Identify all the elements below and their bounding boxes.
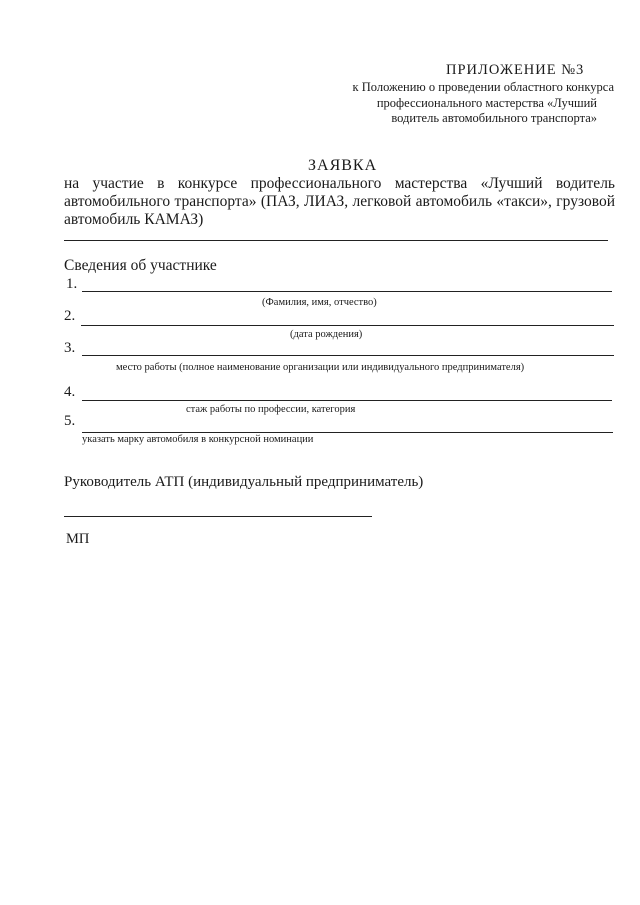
field-caption-1: (Фамилия, имя, отчество) <box>262 297 377 308</box>
field-number-5: 5. <box>64 413 76 429</box>
intro-line-2: автомобильного транспорта» (ПАЗ, ЛИАЗ, легковой автомобиль «такси», грузовой <box>64 193 615 210</box>
field-line-2[interactable] <box>81 325 614 326</box>
intro-line-1: на участие в конкурсе профессионального мастерства «Лучший водитель <box>64 175 615 192</box>
field-number-4: 4. <box>64 384 76 400</box>
signature-label: Руководитель АТП (индивидуальный предприниматель) <box>64 474 424 490</box>
field-caption-3: место работы (полное наименование организации или индивидуального предпринимателя) <box>116 362 525 373</box>
field-caption-2: (дата рождения) <box>290 329 363 340</box>
field-line-1[interactable] <box>82 291 612 292</box>
field-number-1: 1. <box>66 276 78 292</box>
participant-heading: Сведения об участнике <box>64 257 217 274</box>
signature-line[interactable] <box>64 516 372 517</box>
appendix-title: ПРИЛОЖЕНИЕ №3 <box>446 62 585 78</box>
intro-line-3: автомобиль КАМАЗ) <box>64 211 204 228</box>
field-line-5[interactable] <box>82 432 613 433</box>
field-number-3: 3. <box>64 340 76 356</box>
form-title: ЗАЯВКА <box>308 157 378 174</box>
appendix-line-1: к Положению о проведении областного конкурса <box>352 80 614 94</box>
appendix-line-3: водитель автомобильного транспорта» <box>391 111 597 125</box>
field-line-4[interactable] <box>82 400 612 401</box>
stamp-label: МП <box>66 531 90 547</box>
field-line-3[interactable] <box>82 355 614 356</box>
field-caption-4: стаж работы по профессии, категория <box>186 404 356 415</box>
intro-underline <box>64 240 608 241</box>
field-number-2: 2. <box>64 308 76 324</box>
appendix-line-2: профессионального мастерства «Лучший <box>376 96 597 110</box>
field-caption-5: указать марку автомобиля в конкурсной номинации <box>82 434 314 445</box>
